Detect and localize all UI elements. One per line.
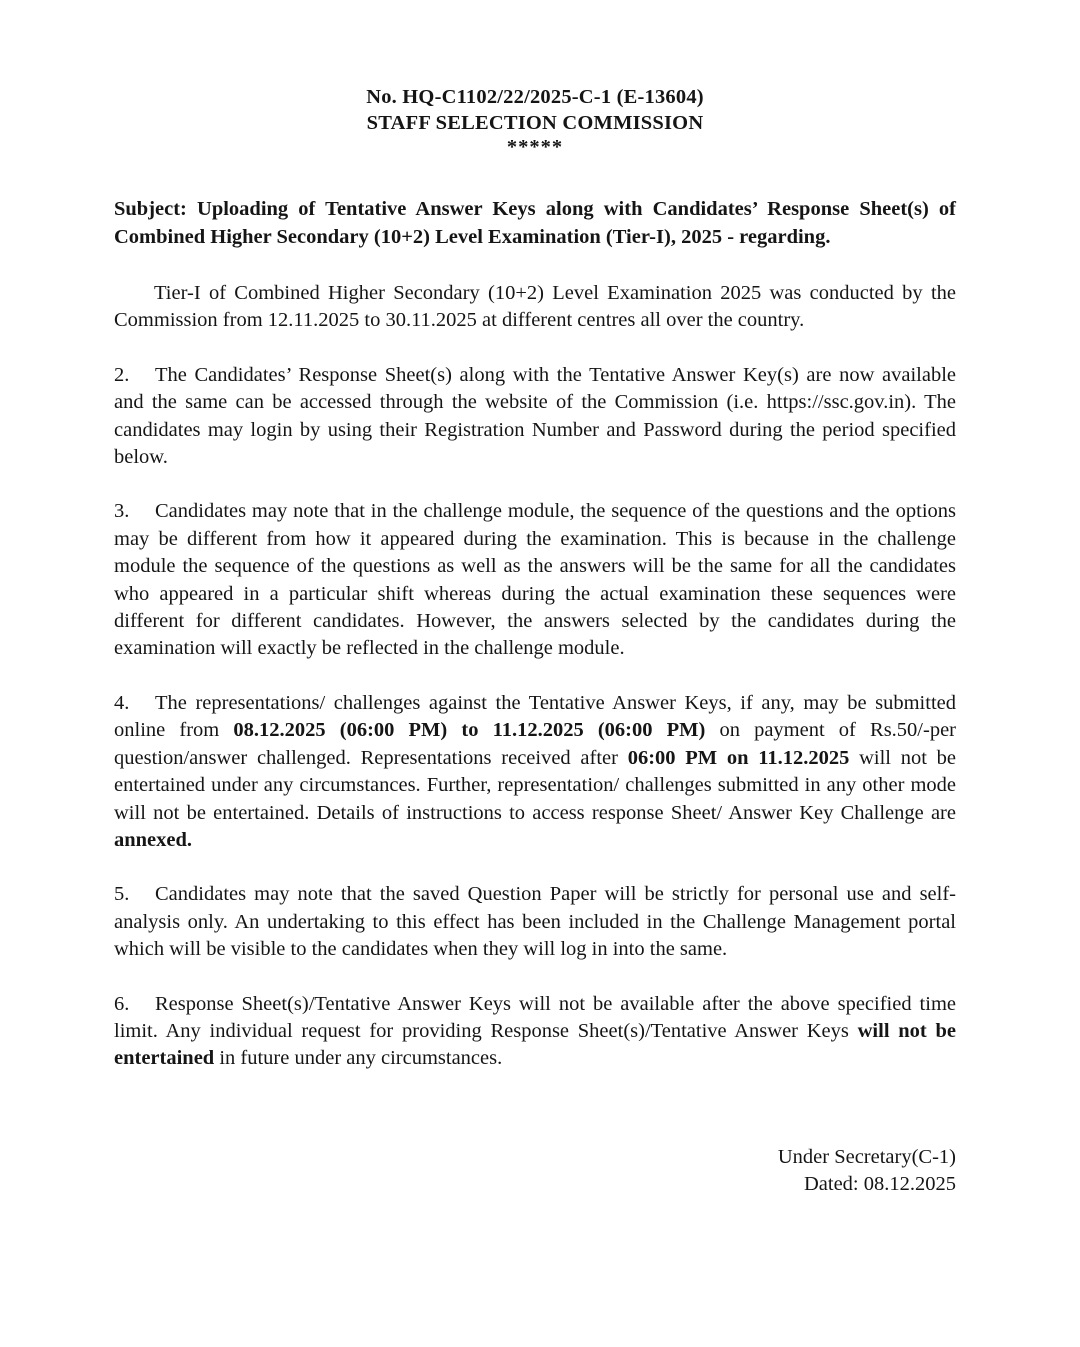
signature-date: Dated: 08.12.2025 [803,1173,956,1196]
paragraph-4-text: will not be entertained under any circumstances. Further, representation/ challenges submitted in any other mode will not be entertained. Details of instructions to access response Sheet/ Answer Key Challenge are [114,746,957,824]
document-body [114,280,956,1073]
paragraph-4-number: 4. [114,691,130,714]
paragraph-3 [114,498,956,662]
header-separator: ***** [506,136,564,158]
signature-block [114,1144,956,1199]
paragraph-4-bold-annexed: annexed. [114,828,193,851]
paragraph-4 [114,690,956,854]
paragraph-6-text: in future under any circumstances. [214,1047,503,1070]
paragraph-5 [114,881,956,963]
paragraph-3-number: 3. [114,500,130,523]
paragraph-5-text: Candidates may note that the saved Question Paper will be strictly for personal use and self-analysis only. An undertaking to this effect has been included in the Challenge Management portal which will be visible to the candidates when they will log in into the same. [114,883,956,961]
paragraph-4-text: on payment of Rs.50/-per question/answer challenged. Representations received after [114,719,956,769]
paragraph-2-text: The Candidates’ Response Sheet(s) along with the Tentative Answer Key(s) are now available and the same can be accessed through the website of the Commission (i.e. https://ssc.gov.in). The candidates may login by using their Registration Number and Password during the period specified below. [114,363,956,469]
paragraph-6 [114,991,956,1073]
signatory-designation: Under Secretary(C-1) [777,1145,956,1168]
paragraph-6-text: Response Sheet(s)/Tentative Answer Keys will not be available after the above specified time limit. Any individual request for providing Response Sheet(s)/Tentative Answer Keys [114,992,956,1042]
paragraph-1 [114,280,956,335]
document-header [114,84,956,158]
reference-number: No. HQ-C1102/22/2025-C-1 (E-13604) [366,86,704,108]
subject-line: Subject: Uploading of Tentative Answer Keys along with Candidates’ Response Sheet(s) of Combined Higher Secondary (10+2) Level Examination (Tier-I), 2025 - regarding. [114,198,956,248]
paragraph-4-bold-dates: 08.12.2025 (06:00 PM) to 11.12.2025 (06:00 PM) [233,719,706,742]
paragraph-6-number: 6. [114,992,130,1015]
paragraph-4-text: The representations/ challenges against the Tentative Answer Keys, if any, may be submitted online from [114,691,956,742]
paragraph-6-bold-entertained: will not be entertained [114,1019,956,1070]
paragraph-4-bold-deadline: 06:00 PM on 11.12.2025 [627,746,850,769]
paragraph-2 [114,362,956,472]
paragraph-3-text: Candidates may note that in the challenge module, the sequence of the questions and the options may be different from how it appeared during the examination. This is because in the challenge module the sequence of the questions as well as the answers will be the same for all the candidates who appeared in a particular shift whereas during the actual examination these sequences were different for different candidates. However, the answers selected by the candidates during the examination will exactly be reflected in the challenge module. [114,500,956,660]
paragraph-5-number: 5. [114,883,130,906]
organization-name: STAFF SELECTION COMMISSION [366,112,704,134]
paragraph-1-text: Tier-I of Combined Higher Secondary (10+2) Level Examination 2025 was conducted by the Commission from 12.11.2025 to 30.11.2025 at different centres all over the country. [114,282,956,332]
paragraph-2-number: 2. [114,363,130,386]
